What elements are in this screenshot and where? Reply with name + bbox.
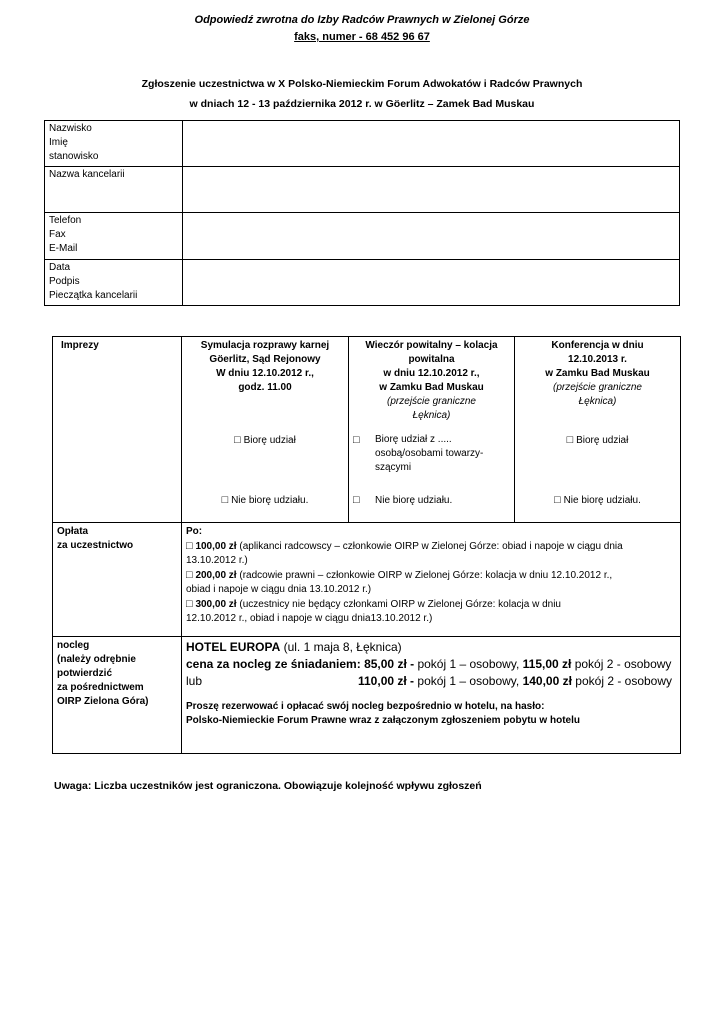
form-row-signature	[45, 260, 680, 306]
price-amount: 140,00 zł	[522, 674, 572, 688]
conf-no-option[interactable]	[515, 493, 680, 508]
label-imie: Imię	[49, 137, 68, 148]
event-dinner-border-2: Łęknica)	[412, 410, 451, 421]
label-fax: Fax	[49, 229, 66, 240]
header-fax-line: faks, numer - 68 452 96 67	[294, 31, 430, 43]
price-alt	[358, 673, 672, 690]
label-podpis: Podpis	[49, 276, 80, 287]
form-subtitle: w dniach 12 - 13 października 2012 r. w Göerlitz – Zamek Bad Muskau	[189, 98, 535, 110]
lodging-details-cell	[182, 637, 681, 754]
fee-amount: 100,00 zł	[195, 541, 237, 552]
label-stanowisko: stanowisko	[49, 151, 99, 162]
form-row-contact	[45, 213, 680, 260]
checkbox-icon[interactable]: □	[186, 569, 193, 581]
registration-form-table	[44, 120, 680, 306]
checkbox-icon[interactable]: □	[186, 598, 193, 610]
price-line-2	[186, 673, 676, 690]
event-col-welcome-dinner	[349, 337, 515, 523]
lodging-label-2: (należy odrębnie	[57, 654, 136, 665]
office-input-field[interactable]	[183, 167, 680, 213]
hotel-name: HOTEL EUROPA	[186, 640, 281, 654]
checkbox-icon[interactable]: □	[186, 540, 193, 552]
event-dinner-border-1: (przejście graniczne	[387, 396, 476, 407]
fee-label-2: za uczestnictwo	[57, 540, 134, 551]
fee-amount: 300,00 zł	[195, 599, 237, 610]
name-input-field[interactable]	[183, 121, 680, 167]
checkbox-icon[interactable]: □	[566, 434, 574, 446]
form-row-office	[45, 167, 680, 213]
dinner-no-label: Nie biorę udziału.	[375, 495, 453, 506]
fee-row	[53, 523, 681, 637]
trial-yes-label: Biorę udział	[243, 435, 296, 446]
event-conf-line-3: w Zamku Bad Muskau	[545, 368, 650, 379]
fee-option-100[interactable]	[186, 539, 676, 568]
dinner-yes-label-1: Biorę udział z .....	[375, 434, 452, 445]
trial-no-label: Nie biorę udziału.	[231, 495, 309, 506]
fee-text-cont: 12.10.2012 r., obiad i napoje w ciągu dnia13.10.2012 r.)	[186, 613, 433, 624]
hotel-line	[186, 639, 676, 656]
event-col-trial	[182, 337, 349, 523]
spacer	[186, 690, 676, 700]
fee-option-300[interactable]	[186, 597, 676, 626]
form-row-name	[45, 121, 680, 167]
signature-input-field[interactable]	[183, 260, 680, 306]
events-label-cell	[53, 337, 182, 523]
form-label-cell	[45, 121, 183, 167]
event-trial-line-2: Göerlitz, Sąd Rejonowy	[209, 354, 321, 365]
contact-input-field[interactable]	[183, 213, 680, 260]
form-label-cell	[45, 167, 183, 213]
dinner-yes-label-3: szącymi	[375, 462, 412, 473]
dinner-no-option[interactable]	[353, 493, 510, 508]
price-amount: 85,00 zł -	[364, 657, 415, 671]
event-conf-border-2: Łęknica)	[578, 396, 617, 407]
event-trial-line-4: godz. 11.00	[238, 382, 292, 393]
checkbox-icon[interactable]: □	[234, 434, 241, 446]
label-email: E-Mail	[49, 243, 78, 254]
event-conf-line-1: Konferencja w dniu	[551, 340, 644, 351]
events-table	[52, 336, 681, 754]
lodging-label-4: za pośrednictwem	[57, 682, 144, 693]
label-pieczatka: Pieczątka kancelarii	[49, 290, 138, 301]
event-dinner-line-1: Wieczór powitalny – kolacja	[365, 340, 498, 351]
events-row	[53, 337, 681, 523]
form-label-cell	[45, 260, 183, 306]
hotel-address: (ul. 1 maja 8, Łęknica)	[283, 640, 402, 654]
event-trial-line-1: Symulacja rozprawy karnej	[200, 340, 330, 351]
trial-yes-option[interactable]	[182, 433, 348, 448]
fee-text-cont: obiad i napoje w ciągu dnia 13.10.2012 r.)	[186, 584, 372, 595]
dinner-yes-option[interactable]	[353, 433, 510, 475]
price-room: pokój 1 – osobowy,	[417, 674, 520, 688]
price-room: pokój 2 - osobowy	[575, 674, 673, 688]
label-kancelaria: Nazwa kancelarii	[49, 169, 125, 180]
lodging-row	[53, 637, 681, 754]
label-data: Data	[49, 262, 71, 273]
checkbox-icon[interactable]: □	[353, 494, 360, 506]
header-line-1: Odpowiedź zwrotna do Izby Radców Prawnych w Zielonej Górze	[194, 14, 530, 26]
conf-yes-option[interactable]	[515, 433, 680, 448]
trial-no-option[interactable]	[182, 493, 348, 508]
event-conf-border-1: (przejście graniczne	[553, 382, 642, 393]
event-trial-line-3: W dniu 12.10.2012 r.,	[216, 368, 314, 379]
lodging-label-cell	[53, 637, 182, 754]
event-dinner-line-3: w dniu 12.10.2012 r.,	[383, 368, 480, 379]
checkbox-icon[interactable]: □	[353, 434, 360, 446]
checkbox-icon[interactable]: □	[554, 494, 561, 506]
price-lead: cena za nocleg ze śniadaniem:	[186, 657, 361, 671]
label-telefon: Telefon	[49, 215, 82, 226]
participant-limit-note: Uwaga: Liczba uczestników jest ograniczona. Obowiązuje kolejność wpływu zgłoszeń	[54, 780, 482, 792]
dinner-yes-label-2: osobą/osobami towarzy-	[375, 448, 484, 459]
fee-label-cell	[53, 523, 182, 637]
form-title: Zgłoszenie uczestnictwa w X Polsko-Niemieckim Forum Adwokatów i Radców Prawnych	[141, 78, 583, 90]
lodging-label-1: nocleg	[57, 640, 90, 651]
price-line-1	[186, 656, 676, 673]
price-amount: 115,00 zł	[522, 657, 572, 671]
price-amount: 110,00 zł -	[358, 674, 415, 688]
fee-text: (uczestnicy nie będący członkami OIRP w Zielonej Górze: kolacja w dniu	[239, 599, 561, 610]
fee-text: (radcowie prawni – członkowie OIRP w Zielonej Górze: kolacja w dniu 12.10.2012 r.,	[239, 570, 613, 581]
fee-text: (aplikanci radcowscy – członkowie OIRP w Zielonej Górze: obiad i napoje w ciągu dnia	[239, 541, 623, 552]
event-conf-line-2: 12.10.2013 r.	[568, 354, 627, 365]
event-dinner-line-4: w Zamku Bad Muskau	[379, 382, 484, 393]
events-label: Imprezy	[61, 340, 99, 351]
event-dinner-line-2: powitalna	[408, 354, 455, 365]
price-room: pokój 2 - osobowy	[574, 657, 672, 671]
booking-instruction-1: Proszę rezerwować i opłacać swój nocleg bezpośrednio w hotelu, na hasło:	[186, 701, 545, 712]
checkbox-icon[interactable]: □	[221, 494, 229, 506]
booking-instruction-2: Polsko-Niemieckie Forum Prawne wraz z załączonym zgłoszeniem pobytu w hotelu	[186, 715, 580, 726]
fee-label-1: Opłata	[57, 526, 89, 537]
lodging-label-5: OIRP Zielona Góra)	[57, 696, 149, 707]
label-nazwisko: Nazwisko	[49, 123, 92, 134]
fee-options-cell	[182, 523, 681, 637]
fee-po: Po:	[186, 526, 203, 537]
fee-amount: 200,00 zł	[195, 570, 237, 581]
conf-yes-label: Biorę udział	[576, 435, 629, 446]
lodging-label-3: potwierdzić	[57, 668, 113, 679]
event-col-conference	[515, 337, 681, 523]
fee-text-cont: 13.10.2012 r.)	[186, 555, 248, 566]
price-or: lub	[186, 674, 203, 688]
form-label-cell	[45, 213, 183, 260]
fee-option-200[interactable]	[186, 568, 676, 597]
price-room: pokój 1 – osobowy,	[417, 657, 520, 671]
conf-no-label: Nie biorę udziału.	[563, 495, 641, 506]
